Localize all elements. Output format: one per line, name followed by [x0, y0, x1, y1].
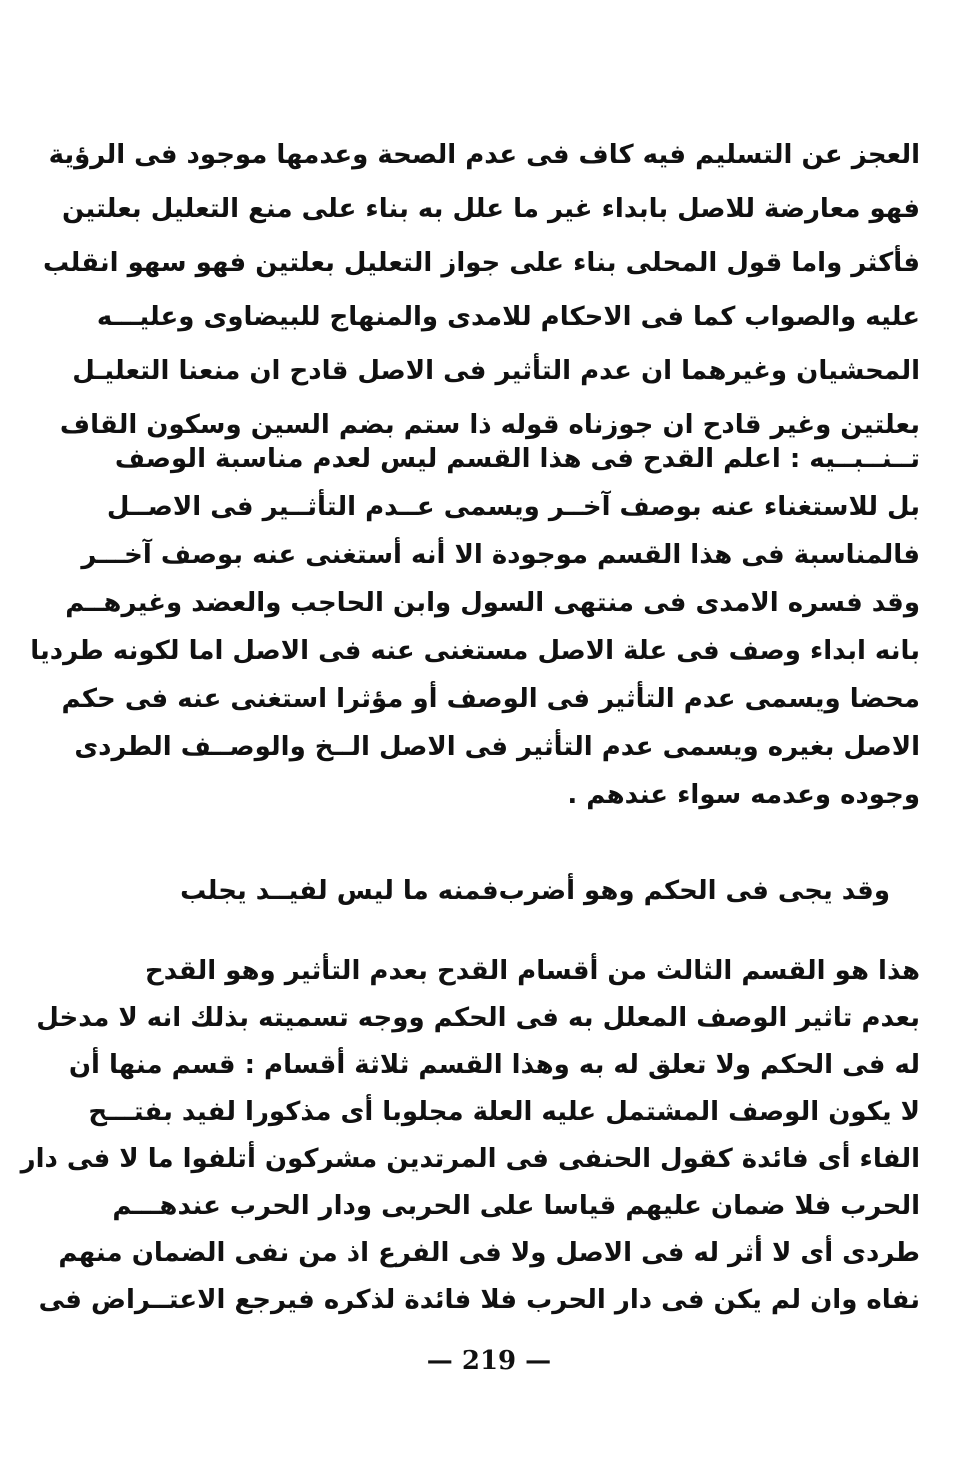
text-line: بعلتين وغير قادح ان جوزناه قوله ذا ستم بضم السين وسكون القاف — [59, 410, 920, 440]
paragraph-2 — [30, 435, 920, 819]
paragraph-3 — [20, 948, 920, 1324]
text-line: طردى أى لا أثر له فى الاصل ولا فى الفرع اذ من نفى الضمان منهم — [58, 1238, 920, 1268]
text-line: له فى الحكم ولا تعلق له به وهذا القسم ثلاثة أقسام : قسم منها أن — [68, 1050, 920, 1080]
text-line: محضا ويسمى عدم التأثير فى الوصف أو مؤثرا استغنى عنه فى حكم — [61, 684, 920, 714]
text-line: الاصل بغيره ويسمى عدم التأثير فى الاصل الــخ والوصــف الطردى — [74, 732, 920, 762]
text-line: لا يكون الوصف المشتمل عليه العلة مجلوبا أى مذكورا لفيد بفتـــح — [88, 1097, 920, 1127]
text-line: الفاء أى فائدة كقول الحنفى فى المرتدين مشركون أتلفوا ما لا فى دار — [20, 1144, 920, 1174]
verse-first-hemistich: وقد يجى فى الحكم وهو أضرب — [498, 876, 890, 906]
text-line: الحرب فلا ضمان عليهم قياسا على الحربى ودار الحرب عندهـــم — [112, 1191, 920, 1221]
text-line: نفاه وان لم يكن فى دار الحرب فلا فائدة لذكره فيرجع الاعتــراض فى — [38, 1285, 920, 1315]
text-line: بل للاستغناء عنه بوصف آخــر ويسمى عــدم التأثــير فى الاصــل — [106, 492, 920, 522]
text-line: فهو معارضة للاصل بابداء غير ما علل به بناء على منع التعليل بعلتين — [61, 194, 920, 224]
text-line: بانه ابداء وصف فى علة الاصل مستغنى عنه فى الاصل اما لكونه طرديا — [30, 636, 920, 666]
text-line: وقد فسره الامدى فى منتهى السول وابن الحاجب والعضد وغيرهــم — [65, 588, 920, 618]
paragraph-1 — [43, 128, 920, 452]
verse-line — [180, 866, 890, 916]
page-number: — 219 — — [426, 1346, 552, 1376]
text-line: تــنــبــيه : اعلم القدح فى هذا القسم ليس لعدم مناسبة الوصف — [114, 444, 920, 474]
text-line: فأكثر واما قول المحلى بناء على جواز التعليل بعلتين فهو سهو انقلب — [43, 248, 920, 278]
verse-second-hemistich: فمنه ما ليس لفيــد يجلب — [180, 876, 499, 906]
text-line: هذا هو القسم الثالث من أقسام القدح بعدم التأثير وهو القدح — [145, 956, 920, 986]
text-line: العجز عن التسليم فيه كاف فى عدم الصحة وعدمها موجود فى الرؤية — [48, 140, 920, 170]
text-line: المحشيان وغيرهما ان عدم التأثير فى الاصل قادح ان منعنا التعليـل — [72, 356, 920, 386]
text-line: وجوده وعدمه سواء عندهم . — [567, 780, 920, 810]
text-line: عليه والصواب كما فى الاحكام للامدى والمنهاج للبيضاوى وعليـــه — [96, 302, 920, 332]
text-line: بعدم تاثير الوصف المعلل به فى الحكم ووجه تسميته بذلك انه لا مدخل — [36, 1003, 920, 1033]
text-line: فالمناسبة فى هذا القسم موجودة الا أنه أستغنى عنه بوصف آخـــر — [81, 540, 920, 570]
